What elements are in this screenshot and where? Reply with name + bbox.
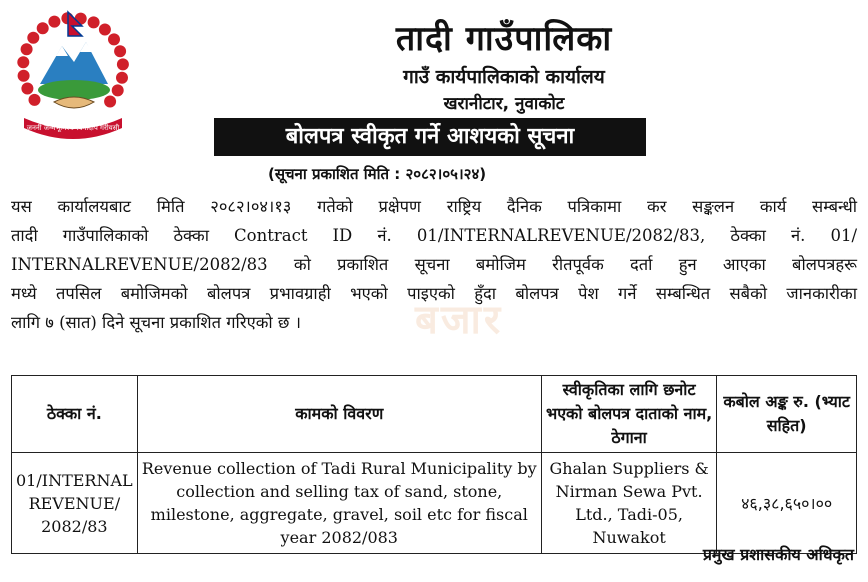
- cell-description: Revenue collection of Tadi Rural Municipality by collection and selling tax of sand, stone, milestone, aggregate, gravel, soil etc for fiscal year 2082/083: [137, 453, 541, 554]
- cell-amount: ४६,३८,६५०।००: [717, 453, 857, 554]
- rhododendron-flower: [88, 16, 100, 28]
- rhododendron-flower: [29, 94, 41, 106]
- signature-title: प्रमुख प्रशासकीय अधिकृत: [702, 545, 854, 564]
- table-header-row: [12, 376, 857, 453]
- office-name: गाउँ कार्यपालिकाको कार्यालय: [403, 66, 605, 88]
- header-bid-amount: कबोल अङ्क रु. (भ्याट सहित): [717, 376, 857, 453]
- cell-bidder: Ghalan Suppliers & Nirman Sewa Pvt. Ltd., Tadi-05, Nuwakot: [541, 453, 716, 554]
- table-row: [12, 453, 857, 554]
- nepal-government-emblem-icon: [10, 6, 136, 140]
- body-line: मध्ये तपसिल बमोजिमको बोलपत्र प्रभावग्राही भएको पाइएको हुँदा बोलपत्र पेश गर्ने सम्बन्धित सबैको जानकारीका: [11, 284, 857, 303]
- rhododendron-flower: [37, 22, 49, 34]
- header-contract-no: ठेक्का नं.: [12, 376, 138, 453]
- header-bidder: स्वीकृतिका लागि छनोट भएको बोलपत्र दाताको नाम, ठेगाना: [541, 376, 716, 453]
- rhododendron-flower: [18, 70, 30, 82]
- body-line: लागि ७ (सात) दिने सूचना प्रकाशित गरिएको छ ।: [11, 313, 301, 332]
- notice-heading: बोलपत्र स्वीकृत गर्ने आशयको सूचना: [214, 118, 646, 156]
- rhododendron-flower: [112, 84, 124, 96]
- body-line: INTERNALREVENUE/2082/83 को प्रकाशित सूचना बमोजिम रीतपूर्वक दर्ता हुन आएका बोलपत्रहरू: [11, 255, 857, 274]
- rhododendron-flower: [104, 96, 116, 108]
- rhododendron-flower: [21, 43, 33, 55]
- rhododendron-flower: [27, 32, 39, 44]
- emblem-motto: जननी जन्मभूमिश्च स्वर्गादपि गरीयसी: [26, 124, 120, 132]
- municipality-title: तादी गाउँपालिका: [395, 19, 613, 59]
- rhododendron-flower: [17, 56, 29, 68]
- rhododendron-flower: [21, 83, 33, 95]
- rhododendron-flower: [117, 58, 129, 70]
- body-line: तादी गाउँपालिकाको ठेक्का Contract ID नं. 01/INTERNALREVENUE/2082/83, ठेक्का नं. 01/: [11, 226, 857, 245]
- watermark: बजार: [415, 297, 504, 343]
- cell-contract-no: 01/INTERNAL REVENUE/ 2082/83: [12, 453, 138, 554]
- rhododendron-flower: [99, 24, 111, 36]
- publication-date: (सूचना प्रकाशित मिति : २०८२।०५।२४): [268, 165, 487, 183]
- rhododendron-flower: [114, 45, 126, 57]
- rhododendron-flower: [108, 33, 120, 45]
- header-work-description: कामको विवरण: [137, 376, 541, 453]
- office-address: खरानीटार, नुवाकोट: [443, 94, 565, 114]
- bid-table: [11, 375, 857, 554]
- rhododendron-flower: [48, 16, 60, 28]
- rhododendron-flower: [116, 72, 128, 84]
- body-line: यस कार्यालयबाट मिति २०८२।०४।१३ गतेको प्रक्षेपण राष्ट्रिय दैनिक पत्रिकामा कर सङ्कलन कार्य सम्बन्धी: [11, 197, 857, 216]
